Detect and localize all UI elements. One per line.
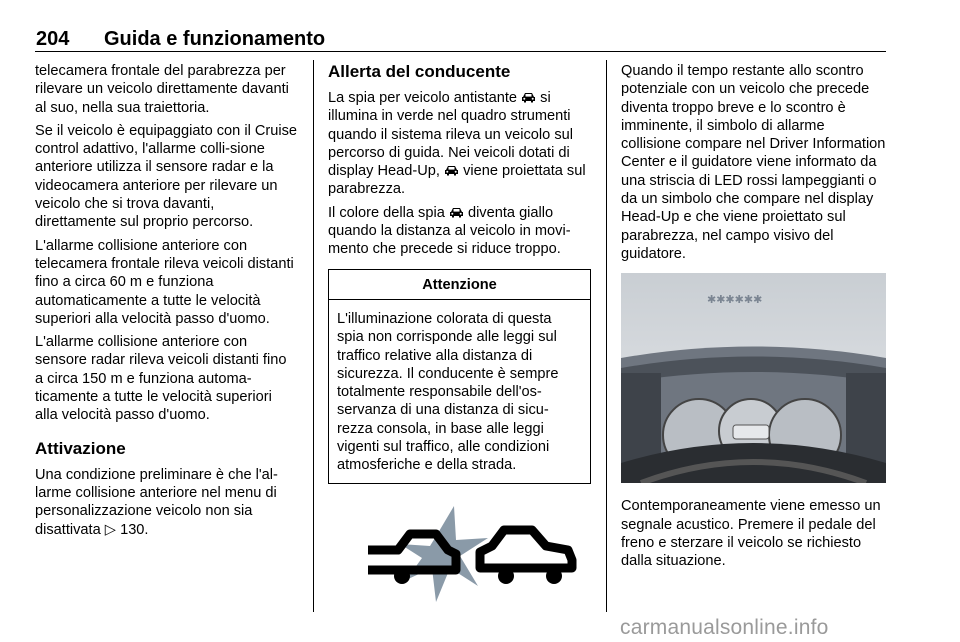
paragraph xyxy=(328,89,591,199)
dashboard-photo xyxy=(621,273,886,483)
chapter-title: Guida e funzionamento xyxy=(104,28,326,50)
text-segment: viene proiettata sul parabrezza. xyxy=(328,163,586,198)
collision-illustration xyxy=(328,498,591,616)
heading-allerta: Allerta del conducente xyxy=(328,62,511,81)
vehicle-ahead-icon xyxy=(444,165,459,176)
header-rule xyxy=(35,51,886,52)
column-divider-1 xyxy=(313,60,314,612)
warning-text: L'illuminazione colorata di questa spia non corrisponde alle leggi sul traffico relative alla distanza di sicurezza. Il conducente è sempre totalmente responsabile dell'os-servanza di una distanza di sicu-rezza consola, in base alle leggi vigenti sul traffico, alle condizioni atmosferiche e della strada. xyxy=(337,310,559,474)
text-segment: La spia per veicolo antistante xyxy=(328,90,518,106)
front-car-outline xyxy=(480,530,572,568)
paragraph: Contemporaneamente viene emesso un segnale acustico. Premere il pedale del freno e sterzare il veicolo se richiesto dalla situazione. xyxy=(621,498,881,570)
svg-text:✱✱✱✱✱✱: ✱✱✱✱✱✱ xyxy=(707,293,763,307)
impact-star-icon xyxy=(400,506,488,602)
attivazione-text: Una condizione preliminare è che l'al-larme collisione anteriore nel menu di personalizzazione veicolo non sia disattivata xyxy=(35,466,278,538)
paragraph-attivazione xyxy=(35,466,298,539)
hud-led-strip xyxy=(707,293,762,306)
vehicle-ahead-icon xyxy=(521,92,536,103)
paragraph: telecamera frontale del parabrezza per rilevare un veicolo direttamente davanti al suo, nella sua traiettoria. xyxy=(35,63,289,116)
text-segment: diventa giallo quando la distanza al veicolo in movi-mento che precede si riduce troppo. xyxy=(328,204,571,258)
column-3 xyxy=(621,62,886,575)
paragraph xyxy=(328,204,591,259)
heading-attivazione: Attivazione xyxy=(35,438,126,458)
text-segment: si illumina in verde nel quadro strumenti quando il sistema rileva un veicolo sul percorso di guida. Nei veicoli dotati di display Head-Up, xyxy=(328,90,573,180)
column-divider-2 xyxy=(606,60,607,612)
column-2 xyxy=(328,62,591,621)
page-ref[interactable]: 130. xyxy=(120,521,149,538)
column-1 xyxy=(35,62,298,544)
text-segment: Il colore della spia xyxy=(328,204,445,221)
vehicle-ahead-icon xyxy=(449,207,464,218)
warning-title: Attenzione xyxy=(329,270,590,300)
page-number: 204 xyxy=(36,28,70,50)
paragraph: L'allarme collisione anteriore con sensore radar rileva veicoli distanti fino a circa 150 m e funziona automa-ticamente a tutte le velocità superiori alla velocità passo d'uomo. xyxy=(35,334,287,424)
paragraph: Quando il tempo restante allo scontro potenziale con un veicolo che precede diventa troppo breve e lo scontro è imminente, il simbolo di allarme collisione compare nel Driver Information Center e il guidatore viene informato da una striscia di LED rossi lampeggianti o da un simbolo che compare nel display Head-Up e che viene proiettato sul parabrezza, nel campo visivo del guidatore. xyxy=(621,63,886,262)
watermark: carmanualsonline.info xyxy=(620,616,829,639)
paragraph: L'allarme collisione anteriore con telecamera frontale rileva veicoli distanti fino a circa 60 m e funziona automaticamente a tutte le velocità superiori alla velocità passo d'uomo. xyxy=(35,237,294,327)
paragraph: Se il veicolo è equipaggiato con il Cruise control adattivo, l'allarme colli-sione anteriore utilizza il sensore radar e la videocamera anteriore per rilevare un veicolo che si trova davanti, direttamente sul proprio percorso. xyxy=(35,122,298,231)
warning-box xyxy=(328,269,591,484)
page-ref-arrow-icon[interactable]: ▷ xyxy=(104,521,117,538)
page-header xyxy=(0,0,960,60)
